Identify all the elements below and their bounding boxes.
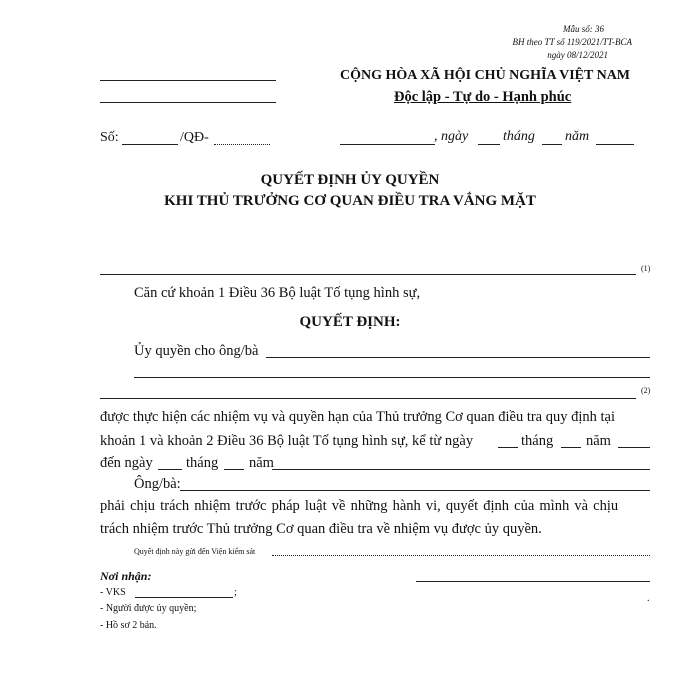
procuracy-field[interactable] [272,555,650,556]
so-number-field[interactable] [122,144,178,145]
recipient-vks-tail: ; [234,587,237,598]
duty-text-line-1: được thực hiện các nhiệm vụ và quyền hạn của Thủ trưởng Cơ quan điều tra quy định tại [100,409,616,425]
nam-label: năm [565,129,590,144]
from-day-field[interactable] [498,447,518,448]
ong-ba-label: Ông/bà: [134,476,181,492]
authorize-label: Ủy quyền cho ông/bà [134,343,259,359]
authorized-person-field[interactable] [266,357,650,358]
place-field[interactable] [340,144,435,145]
to-year-field[interactable] [272,469,650,470]
to-day-field[interactable] [158,469,182,470]
authorized-person-field-2[interactable] [134,377,650,378]
to-nam-label: năm [249,455,274,471]
document-subtitle: KHI THỦ TRƯỞNG CƠ QUAN ĐIỀU TRA VẮNG MẶT [164,193,536,209]
sent-to-procuracy: Quyết định này gửi đến Viện kiểm sát [134,547,256,556]
duty-text-line-2: khoản 1 và khoản 2 Điều 36 Bộ luật Tố tụng hình sự, kể từ ngày [100,433,474,449]
responsibility-line-1: phải chịu trách nhiệm trước pháp luật về những hành vi, quyết định của mình và chịu [100,498,619,514]
national-motto: Độc lập - Tự do - Hạnh phúc [394,89,572,105]
ong-ba-field[interactable] [180,490,650,491]
signature-dot: . [647,593,650,604]
from-month-field[interactable] [561,447,581,448]
decision-heading: QUYẾT ĐỊNH: [299,314,401,330]
form-date: ngày 08/12/2021 [547,50,608,60]
from-year-field[interactable] [618,447,650,448]
form-circular: BH theo TT số 119/2021/TT-BCA [512,37,632,47]
responsibility-line-2: trách nhiệm trước Thủ trưởng Cơ quan điều tra về nhiệm vụ được ủy quyền. [100,521,542,537]
to-month-field[interactable] [224,469,244,470]
country-name: CỘNG HÒA XÃ HỘI CHỦ NGHĨA VIỆT NAM [340,68,631,83]
footnote-2-marker: (2) [641,386,651,395]
ngay-label: , ngày [434,129,469,144]
to-thang-label: tháng [186,455,219,471]
month-field[interactable] [542,144,562,145]
so-label: Số: [100,130,119,145]
vks-name-field[interactable] [135,597,233,598]
recipient-file: - Hồ sơ 2 bản. [100,620,157,631]
thang-label: tháng [503,129,535,144]
authorized-person-field-3[interactable] [100,398,636,399]
day-field[interactable] [478,144,500,145]
form-number: Mẫu số: 36 [563,24,604,34]
qd-suffix-field[interactable] [214,144,270,145]
den-ngay-label: đến ngày [100,455,153,471]
agency-line-2[interactable] [100,102,276,103]
document-title: QUYẾT ĐỊNH ỦY QUYỀN [260,172,440,188]
qd-label: /QĐ- [180,130,209,145]
from-thang-label: tháng [521,433,554,449]
legal-basis: Căn cứ khoản 1 Điều 36 Bộ luật Tố tụng hình sự, [134,285,421,301]
recipient-authorized: - Người được ủy quyền; [100,603,197,614]
recipient-vks: - VKS [100,587,126,598]
footnote-1-marker: (1) [641,264,651,273]
year-field[interactable] [596,144,634,145]
signature-line[interactable] [416,581,650,582]
recipients-heading: Nơi nhận: [100,569,152,583]
from-nam-label: năm [586,433,611,449]
authority-field[interactable] [100,274,636,275]
agency-line-1[interactable] [100,80,276,81]
